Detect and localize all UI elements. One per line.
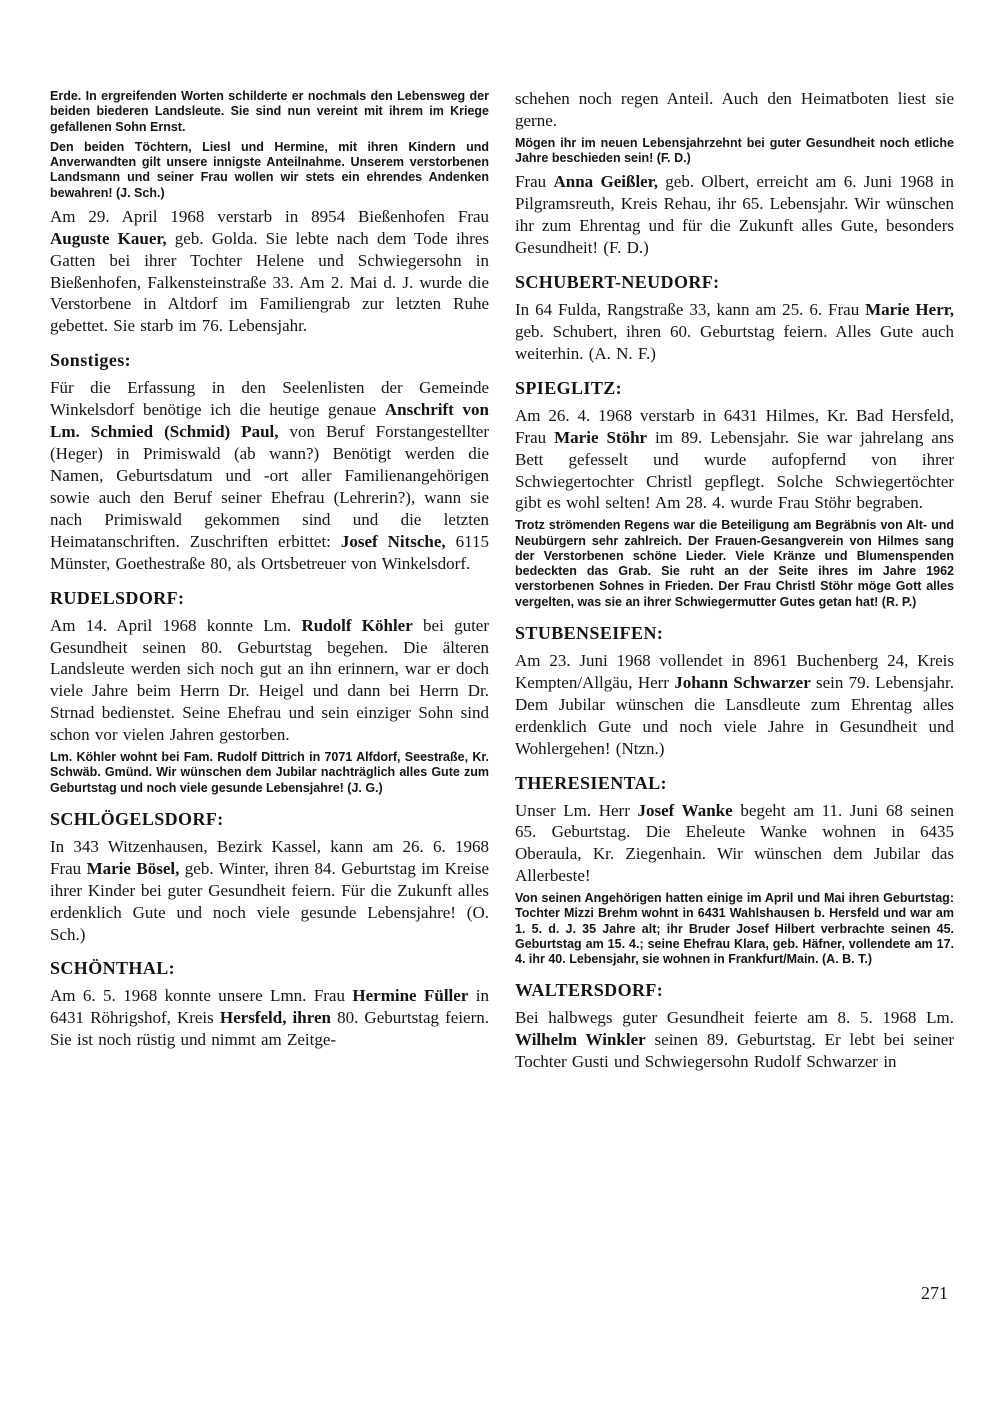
text-run: bei guter Gesundheit seinen 80. Geburtstag begehen. Die älteren Landsleute werden sich noch gut an ihn erinnern, war er doch viele Jahre beim Herrn Dr. Heigel und dann bei Herrn Dr. Strnad bedienstet. Seine Ehefrau und sein einziger Sohn sind schon vor vielen Jahren gestorben. <box>50 615 490 745</box>
text-run: WALTERSDORF: <box>515 980 664 1001</box>
small-paragraph <box>515 891 954 967</box>
text-run: SCHÖNTHAL: <box>50 958 176 979</box>
text-run: In 64 Fulda, Rangstraße 33, kann am 25. 6. Frau <box>515 300 866 320</box>
text-run: Am 23. Juni 1968 vollendet in 8961 Buchenberg 24, Kreis Kempten/Allgäu, Herr <box>515 650 954 692</box>
text-run: seinen 89. Geburtstag. Er lebt bei seiner Tochter Gusti und Schwiegersohn Rudolf Schwarzer in <box>515 1030 954 1072</box>
emphasized-name: Marie Stöhr <box>554 427 648 447</box>
paragraph <box>50 615 489 747</box>
text-run: THERESIENTAL: <box>515 772 667 793</box>
text-run: Sonstiges: <box>50 350 132 371</box>
text-columns <box>50 88 954 1077</box>
small-paragraph <box>515 136 954 167</box>
small-paragraph <box>515 518 954 610</box>
text-run: Bei halbwegs guter Gesundheit feierte am 8. 5. 1968 Lm. <box>515 1008 954 1028</box>
text-run: Am 14. April 1968 konnte Lm. <box>50 615 302 635</box>
section-heading <box>515 378 954 399</box>
text-run: Unser Lm. Herr <box>515 800 638 820</box>
text-run: Trotz strömenden Regens war die Beteiligung am Begräbnis von Alt- und Neubürgern sehr zahlreich. Der Frauen-Gesangverein von Hilmes sang der Verstorbenen schöne Lieder. Viele Kränze und Blumenspenden bedeckten das Grab. Sie ruht an der Seite ihres im Jahre 1962 verstorbenen Sohnes in Frieden. Der Frau Christl Stöhr möge Gott alles vergelten, was sie an ihrer Schwiegermutter Gutes getan hat! (R. P.) <box>515 518 954 609</box>
section-heading <box>515 773 954 794</box>
paragraph <box>515 650 954 760</box>
small-paragraph <box>50 750 489 796</box>
text-run: im 89. Lebensjahr. Sie war jahrelang ans Bett gefesselt und wurde aufopfernd von ihrer Schwiegertochter Christl gepflegt. Solche Schwiegertöchter gibt es wohl selten! Am 28. 4. wurde Frau Stöhr begraben. <box>515 427 955 513</box>
text-run: 6115 Münster, Goethestraße 80, als Ortsbetreuer von Winkelsdorf. <box>50 531 489 573</box>
text-run: Von seinen Angehörigen hatten einige im April und Mai ihren Geburtstag: Tochter Mizzi Brehm wohnt in 6431 Wahlshausen b. Hersfeld und war am 1. 5. d. J. 35 Jahre alt; ihr Bruder Josef Hilbert verbrachte seinen 45. Geburtstag am 15. 4.; seine Ehefrau Klara, geb. Häfner, vollendete am 17. 4. ihr 40. Lebensjahr, sie wohnen in Frankfurt/Main. (A. B. T.) <box>515 891 954 967</box>
paragraph <box>50 377 489 574</box>
text-run: Am 26. 4. 1968 verstarb in 6431 Hilmes, Kr. Bad Hersfeld, Frau <box>515 405 954 447</box>
page-number: 271 <box>921 1283 948 1303</box>
section-heading <box>515 272 954 293</box>
text-run: Für die Erfassung in den Seelenlisten der Gemeinde Winkelsdorf benötige ich die heutige genaue <box>50 378 489 420</box>
emphasized-name: Hersfeld, ihren <box>219 1008 331 1028</box>
emphasized-name: Anna Geißler, <box>553 172 658 192</box>
emphasized-name: Marie Herr, <box>865 300 954 320</box>
text-run: geb. Golda. Sie lebte nach dem Tode ihres Gatten bei ihrer Tochter Helene und Schwiegersohn in Bießenhofen, Falkensteinstraße 33. Am 2. Mai d. J. wurde die Verstorbene in Altdorf im Familiengrab zur letzten Ruhe gebettet. Sie starb im 76. Lebensjahr. <box>50 228 489 336</box>
section-heading <box>50 588 489 609</box>
emphasized-name: Wilhelm Winkler <box>515 1030 646 1050</box>
emphasized-name: Josef Wanke <box>637 800 733 820</box>
paragraph <box>515 88 954 132</box>
text-run: Den beiden Töchtern, Liesl und Hermine, mit ihren Kindern und Anverwandten gilt unsere innigste Anteilnahme. Unserem verstorbenen Landsmann und seiner Frau wollen wir stets ein ehrendes Andenken bewahren! (J. Sch.) <box>50 139 489 200</box>
section-heading <box>515 980 954 1001</box>
emphasized-name: Anschrift von Lm. Schmied (Schmid) Paul, <box>50 400 489 442</box>
text-run: geb. Olbert, erreicht am 6. Juni 1968 in Pilgramsreuth, Kreis Rehau, ihr 65. Lebensjahr. Wir wünschen ihr zum Ehrentag und für die Zukunft alles Gute, besonders Gesundheit! (F. D.) <box>515 172 954 258</box>
paragraph <box>515 800 954 888</box>
text-run: RUDELSDORF: <box>50 587 185 608</box>
emphasized-name: Auguste Kauer, <box>50 228 167 248</box>
text-run: 80. Geburtstag feiern. Sie ist noch rüstig und nimmt am Zeitge- <box>50 1008 489 1050</box>
text-run: von Beruf Forstangestellter (Heger) in Primiswald (ab wann?) Benötigt werden die Namen, Geburtsdatum und -ort aller Familienangehörigen sowie auch den Beruf seiner Ehefrau (Lehrerin?), wann sie nach Primiswald gekommen sind und die letzten Heimatanschriften. Zuschriften erbittet: <box>50 422 489 551</box>
paragraph <box>50 985 489 1051</box>
section-heading <box>50 809 489 830</box>
paragraph <box>50 206 489 338</box>
text-run: SCHUBERT-NEUDORF: <box>515 272 720 293</box>
text-run: SCHLÖGELSDORF: <box>50 808 224 829</box>
text-run: Frau <box>515 172 554 192</box>
text-run: schehen noch regen Anteil. Auch den Heimatboten liest sie gerne. <box>515 89 954 130</box>
text-run: in 6431 Röhrigshof, Kreis <box>50 986 490 1028</box>
paragraph <box>515 171 954 259</box>
text-run: geb. Winter, ihren 84. Geburtstag im Kreise ihrer Kinder bei guter Gesundheit feiern. Für die Zukunft alles erdenklich Gute und noch viele gesunde Lebensjahre! (O. Sch.) <box>50 858 489 944</box>
paragraph <box>515 1007 954 1073</box>
text-run: begeht am 11. Juni 68 seinen 65. Geburtstag. Die Eheleute Wanke wohnen in 6435 Oberaula, Kr. Ziegenhain. Wir wünschen dem Jubilar das Allerbeste! <box>515 800 954 886</box>
small-paragraph <box>50 89 489 135</box>
emphasized-name: Rudolf Köhler <box>301 615 413 635</box>
text-run: sein 79. Lebensjahr. Dem Jubilar wünschen die Lansdleute zum Ehrentag alles erdenklich Gute und noch viele Jahre in Gesundheit und Wohlergehen! (Ntzn.) <box>515 672 955 758</box>
text-run: Mögen ihr im neuen Lebensjahrzehnt bei guter Gesundheit noch etliche Jahre beschieden sein! (F. D.) <box>515 135 954 166</box>
text-run: SPIEGLITZ: <box>515 377 623 398</box>
section-heading <box>515 623 954 644</box>
emphasized-name: Johann Schwarzer <box>674 672 811 692</box>
paragraph <box>50 836 489 946</box>
section-heading <box>50 350 489 371</box>
text-run: In 343 Witzenhausen, Bezirk Kassel, kann am 26. 6. 1968 Frau <box>50 836 489 878</box>
text-run: Lm. Köhler wohnt bei Fam. Rudolf Dittrich in 7071 Alfdorf, Seestraße, Kr. Schwäb. Gmünd. Wir wünschen dem Jubilar nachträglich alles Gute zum Geburtstag und noch viele gesunde Lebensjahre! (J. G.) <box>50 750 489 795</box>
paragraph <box>515 299 954 365</box>
text-run: Am 6. 5. 1968 konnte unsere Lmn. Frau <box>50 986 353 1006</box>
right-column <box>515 88 954 1077</box>
emphasized-name: Hermine Füller <box>352 986 469 1006</box>
emphasized-name: Josef Nitsche, <box>340 531 446 551</box>
section-heading <box>50 958 489 979</box>
left-column <box>50 88 489 1077</box>
emphasized-name: Marie Bösel, <box>86 858 180 878</box>
paragraph <box>515 405 954 515</box>
text-run: Erde. In ergreifenden Worten schilderte er nochmals den Lebensweg der beiden biederen Landsleute. Sie sind nun vereint mit ihrem im Kriege gefallenen Sohn Ernst. <box>50 89 489 134</box>
text-run: Am 29. April 1968 verstarb in 8954 Bießenhofen Frau <box>50 206 489 226</box>
small-paragraph <box>50 140 489 201</box>
text-run: geb. Schubert, ihren 60. Geburtstag feiern. Alles Gute auch weiterhin. (A. N. F.) <box>515 321 954 363</box>
text-run: STUBENSEIFEN: <box>515 622 664 643</box>
